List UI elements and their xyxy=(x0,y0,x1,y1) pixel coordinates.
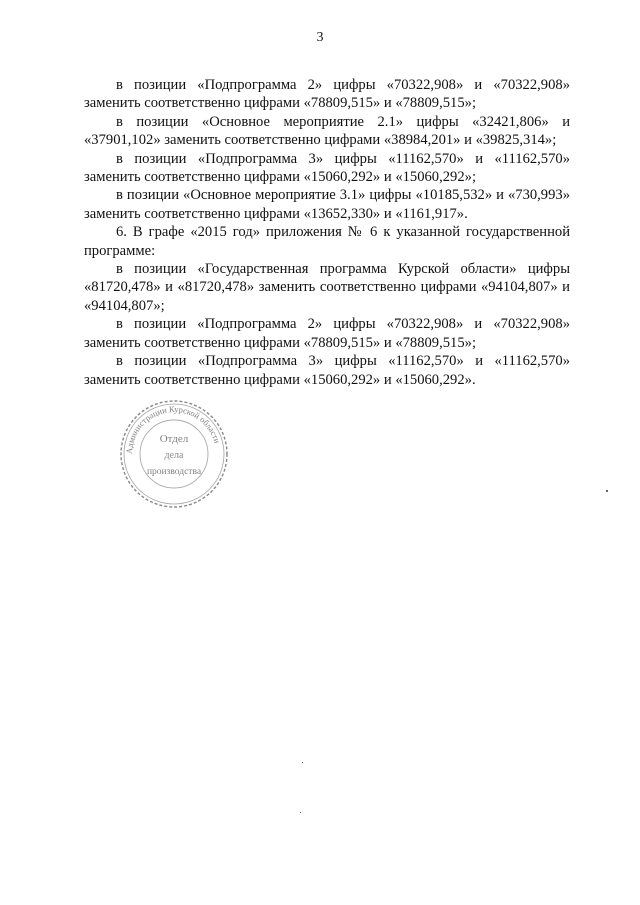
stamp-center-line: производства xyxy=(146,467,202,477)
scan-speck xyxy=(302,762,303,763)
document-body xyxy=(84,76,570,389)
stamp-center-line: Отдел xyxy=(159,433,189,445)
paragraph: 6. В графе «2015 год» приложения № 6 к указанной государственной программе: xyxy=(84,224,570,259)
svg-text:Администрации Курской области xyxy=(124,404,223,454)
paragraph: в позиции «Подпрограмма 3» цифры «11162,570» и «11162,570» заменить соответственно цифрами «15060,292» и «15060,292»; xyxy=(84,150,570,186)
stamp-ring-text: Администрации Курской области xyxy=(123,403,223,455)
scan-speck xyxy=(300,812,301,813)
official-stamp xyxy=(118,398,230,510)
paragraph: в позиции «Государственная программа Курской области» цифры «81720,478» и «81720,478» заменить соответственно цифрами «94104,807» и «94104,807»; xyxy=(84,261,570,314)
paragraph: в позиции «Основное мероприятие 2.1» цифры «32421,806» и «37901,102» заменить соответственно цифрами «38984,201» и «39825,314»; xyxy=(84,113,570,149)
paragraph: в позиции «Подпрограмма 2» цифры «70322,908» и «70322,908» заменить соответственно цифрами «78809,515» и «78809,515»; xyxy=(84,77,570,112)
scan-speck xyxy=(606,490,608,492)
paragraph: в позиции «Подпрограмма 3» цифры «11162,570» и «11162,570» заменить соответственно цифрами «15060,292» и «15060,292». xyxy=(84,353,570,388)
page-number: 3 xyxy=(316,30,324,45)
stamp-center-line: дела xyxy=(164,450,184,461)
paragraph: в позиции «Подпрограмма 2» цифры «70322,908» и «70322,908» заменить соответственно цифрами «78809,515» и «78809,515»; xyxy=(84,316,570,351)
paragraph: в позиции «Основное мероприятие 3.1» цифры «10185,532» и «730,993» заменить соответственно цифрами «13652,330» и «1161,917». xyxy=(84,187,570,222)
